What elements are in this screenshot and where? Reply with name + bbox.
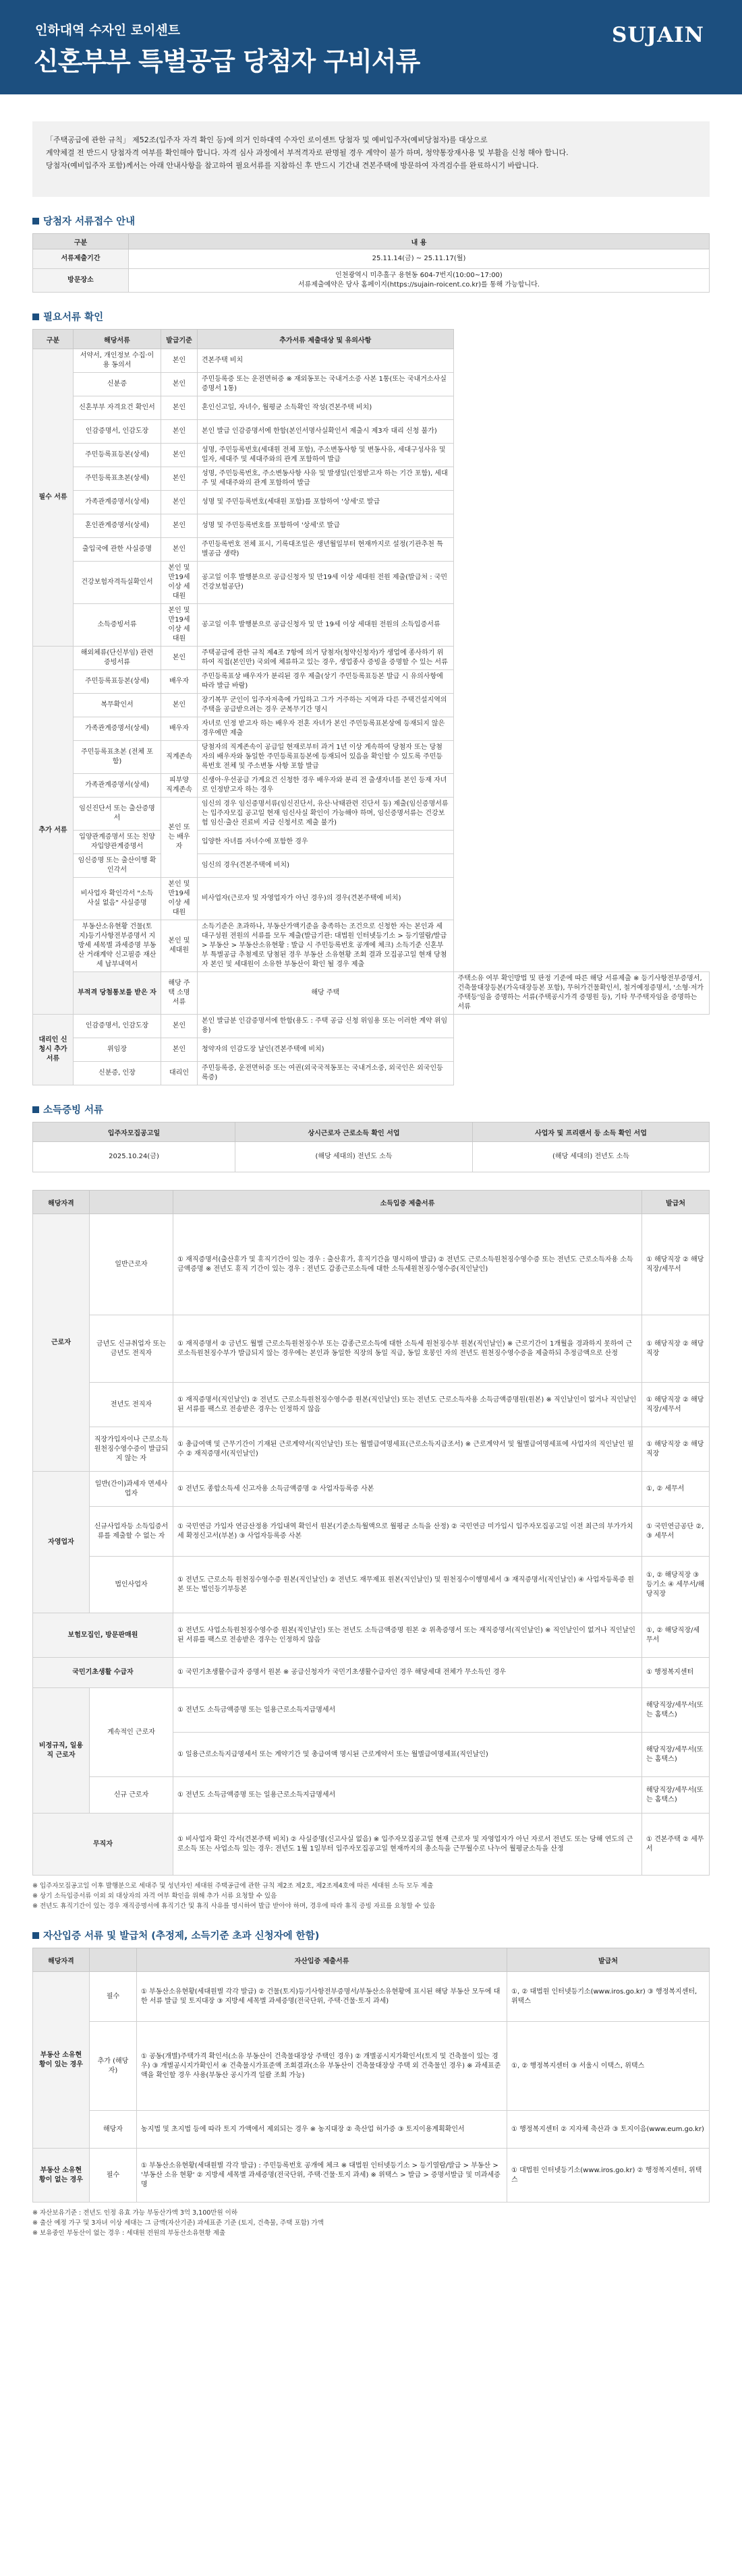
proof-docs: ① 국민연금 가입자 연금산정용 가입내역 확인서 원본(기준소득월액으로 월평균 소득을 산정) ② 국민연금 미가입시 입주자모집공고일 이전 최근의 부가가치세 확정신고서(부본) ③ 사업자등록증 사본 xyxy=(173,1507,642,1557)
doc-name: 비사업자 확인각서 "소득사실 없음" 사실증명 xyxy=(74,878,161,920)
issue-basis: 배우자 xyxy=(161,670,198,694)
col-header: 입주자모집공고일 xyxy=(33,1122,235,1142)
header-subtitle: 인하대역 수자인 로이센트 xyxy=(35,23,181,38)
square-bullet-icon xyxy=(32,218,39,224)
proof-docs: ① 전년도 근로소득 원천징수영수증 원본(직인날인) ② 전년도 재무제표 원본(직인날인) 및 원천징수이행명세서 ③ 재직증명서(직인날인) ④ 사업자등록증 원본 또는 법인등기부등본 xyxy=(173,1557,642,1613)
requirement: 추가 (해당자) xyxy=(90,2022,137,2111)
col-header: 자산입증 제출서류 xyxy=(137,1948,507,1972)
proof-docs: ① 전년도 종합소득세 신고자용 소득금액증명 ② 사업자등록증 사본 xyxy=(173,1472,642,1507)
proof-docs: ① 국민기초생활수급자 증명서 원본 ※ 공급신청자가 국민기초생활수급자인 경우 해당세대 전체가 무소득인 경우 xyxy=(173,1658,642,1688)
sub-qualification: 신규사업자등 소득입증서류를 제출할 수 없는 자 xyxy=(90,1507,173,1557)
issuer: ① 행정복지센터 ② 지자체 축산과 ③ 토지이음(www.eum.go.kr) xyxy=(507,2111,710,2149)
doc-name: 주민등록표등본(상세) xyxy=(74,444,161,467)
intro-box xyxy=(32,121,710,197)
requirement: 필수 xyxy=(90,1972,137,2022)
col-header: 구분 xyxy=(33,330,74,349)
group-label: 대리인 신청시 추가 서류 xyxy=(33,1015,74,1085)
table-row xyxy=(33,1214,710,1315)
doc-note: 본인 발급 인감증명서에 한함(본인서명사실확인서 제출시 제3자 대리 신청 불가) xyxy=(198,420,454,444)
table-row xyxy=(33,670,710,694)
table-row xyxy=(33,694,710,717)
table-row xyxy=(33,774,710,798)
table-row xyxy=(33,1472,710,1507)
issue-basis: 본인 및 세대원 xyxy=(161,920,198,972)
sub-qualification: 직장가입자이나 근로소득원천징수영수증이 발급되지 않는 자 xyxy=(90,1427,173,1472)
square-bullet-icon xyxy=(32,1106,39,1113)
issue-basis: 본인 xyxy=(161,1038,198,1062)
issuer: ①, ② 세무서 xyxy=(642,1472,710,1507)
issue-basis: 본인 xyxy=(161,444,198,467)
section-title: 소득증빙 서류 xyxy=(43,1105,104,1116)
page-header xyxy=(0,0,742,94)
issue-basis: 본인 xyxy=(161,396,198,420)
table-row xyxy=(33,2022,710,2111)
issue-basis: 본인 xyxy=(161,373,198,396)
table-row xyxy=(33,491,710,514)
issuer: ①, ② 행정복지센터 ③ 서울시 이택스, 위택스 xyxy=(507,2022,710,2111)
proof-docs: ① 부동산소유현황(세대원별 각각 발급) ② 건물(토지)등기사항전부증명서/부동산소유현황에 표시된 해당 부동산 모두에 대한 서류 발급 및 토지대장 ③ 지방세 세목별 과세증명(전국단위, 주택·건물·토지 과세) xyxy=(137,1972,507,2022)
issuer: ①, ② 해당직장/세무서 xyxy=(642,1613,710,1658)
proof-docs: ① 공동(개별)주택가격 확인서(소유 부동산이 건축물대장상 주택인 경우) ② 개별공시지가확인서(토지 및 건축물이 있는 경우) ③ 개별공시지가확인서 ④ 건축물시가표준액 조회결과(소유 부동산이 건축물대장상 주택 외 건축물인 경우) ※ 과세표준액을 확인할 경우 사용(부동산 공시가격 일괄 조회 가능) xyxy=(137,2022,507,2111)
proof-docs: ① 부동산소유현황(세대원별 각각 발급) : 주민등록번호 공개에 체크 ※ 대법원 인터넷등기소 > 등기열람/발급 > 부동산 > '부동산 소유 현황' ② 지방세 세목별 과세증명(전국단위, 주택·건물·토지 과세) ※ 위택스 > 발급 > 증명서발급 및 미과세증명 xyxy=(137,2149,507,2203)
row-label: 서류제출기간 xyxy=(33,249,129,269)
doc-note: 주민등록증 또는 운전면허증 ※ 재외동포는 국내거소증 사본 1통(또는 국내거소사실증명서 1통) xyxy=(198,373,454,396)
table-row xyxy=(33,514,710,538)
doc-name: 혼인관계증명서(상세) xyxy=(74,514,161,538)
table-row xyxy=(33,444,710,467)
intro-line: 당첨자(예비입주자 포함)께서는 아래 안내사항을 참고하여 필요서류를 지참하신 후 반드시 기간내 견본주택에 방문하여 자격검수를 완료하시기 바랍니다. xyxy=(46,161,539,170)
doc-note: 자녀로 인정 받고자 하는 배우자 전혼 자녀가 본인 주민등록표본상에 등재되지 않은 경우에만 제출 xyxy=(198,717,454,741)
doc-name: 출입국에 관한 사실증명 xyxy=(74,538,161,562)
table-row xyxy=(33,349,710,373)
table-row xyxy=(33,798,710,831)
doc-name: 위임장 xyxy=(74,1038,161,1062)
note-line: ※ 자산보유기준 : 전년도 인정 유효 가능 부동산가액 3억 3,100만원 이하 xyxy=(32,2209,238,2217)
table-row xyxy=(33,467,710,491)
table-header-row xyxy=(33,330,710,349)
col-header: 상시근로자 근로소득 확인 서업 xyxy=(235,1122,473,1142)
doc-note: 성명, 주민등록번호(세대원 전체 포함), 주소변동사항 및 변동사유, 세대구성사유 및 일자, 세대주 및 세대주와의 관계 포함하여 발급 xyxy=(198,444,454,467)
col-header: 내 용 xyxy=(129,234,710,249)
doc-name: 임신진단서 또는 출산증명서 xyxy=(74,798,161,831)
doc-name: 인감증명서, 인감도장 xyxy=(74,420,161,444)
qualification: 비정규직, 일용직 근로자 xyxy=(33,1688,90,1814)
issue-basis: 본인 또는 배우자 xyxy=(161,798,198,878)
issue-basis: 피부양 직계존속 xyxy=(161,774,198,798)
square-bullet-icon xyxy=(32,1932,39,1939)
issue-basis: 직계존속 xyxy=(161,741,198,774)
section-title: 자산입증 서류 및 발급처 (추정제, 소득기준 초과 신청자에 한함) xyxy=(43,1931,320,1942)
table-row xyxy=(33,1972,710,2022)
qualification: 무직자 xyxy=(33,1814,173,1876)
doc-note: 당첨자의 직계존속이 공급일 현재로부터 과거 1년 이상 계속하여 당첨자 또는 당첨자의 배우자와 동일한 주민등록표등본에 등재되어 있음을 확인할 수 있도록 주민등록번호 전체 및 주소변동 사항 포함 발급 xyxy=(198,741,454,774)
intro-line: 「주택공급에 관한 규칙」 제52조(입주자 자격 확인 등)에 의거 인하대역 수자인 로이센트 당첨자 및 예비입주자(예비당첨자)를 대상으로 xyxy=(46,136,488,144)
proof-docs: ① 재직증명서(직인날인) ② 전년도 근로소득원천징수영수증 원본(직인날인) 또는 전년도 근로소득자용 소득금액증명원(원본) ※ 직인날인이 없거나 직인날인된 서류를 팩스로 전송받은 경우는 인정하지 않음 xyxy=(173,1383,642,1427)
table-row xyxy=(33,1814,710,1876)
asset-proof-table xyxy=(32,1948,710,2203)
doc-note: 주민등록번호 전체 표시, 기록대조일은 생년월일부터 현재까지로 설정(기관추천 특별공급 생략) xyxy=(198,538,454,562)
requirement: 해당자 xyxy=(90,2111,137,2149)
table-row xyxy=(33,604,710,647)
row-value: 25.11.14(금) ~ 25.11.17(월) xyxy=(129,249,710,269)
cell: (해당 세대의) 전년도 소득 xyxy=(473,1142,710,1172)
issuer: ①, ② 해당직장 ③ 등기소 ④ 세무서/해당직장 xyxy=(642,1557,710,1613)
note-line: ※ 상기 소득입증서류 이외 외 대상자의 자격 여부 확인을 위해 추가 서류 요청할 수 있음 xyxy=(32,1892,277,1900)
sub-qualification: 금년도 신규취업자 또는 금년도 전직자 xyxy=(90,1315,173,1383)
group-label: 추가 서류 xyxy=(33,647,74,1015)
col-header: 해당서류 xyxy=(74,330,161,349)
proof-docs: 농지법 및 초지법 등에 따라 토지 가액에서 제외되는 경우 ※ 농지대장 ② 축산업 허가증 ③ 토지이용계획확인서 xyxy=(137,2111,507,2149)
issuer: ① 대법원 인터넷등기소(www.iros.go.kr) ② 행정복지센터, 위택스 xyxy=(507,2149,710,2203)
issuer: 해당직장/세무서(또는 홈택스) xyxy=(642,1777,710,1814)
issue-basis: 본인 xyxy=(161,349,198,373)
sub-qualification: 신규 근로자 xyxy=(90,1777,173,1814)
table-row xyxy=(33,854,710,878)
col-header: 사업자 및 프리랜서 등 소득 확인 서업 xyxy=(473,1122,710,1142)
col-header: 발급처 xyxy=(642,1191,710,1214)
table-row xyxy=(33,1427,710,1472)
issue-basis: 본인 및 만19세 이상 세대원 xyxy=(161,604,198,647)
brand-logo: SUJAIN xyxy=(612,23,704,47)
qualification: 국민기초생활 수급자 xyxy=(33,1658,173,1688)
table-row xyxy=(33,269,710,293)
issue-basis: 본인 xyxy=(161,647,198,670)
table-row xyxy=(33,396,710,420)
table-row xyxy=(33,717,710,741)
table-row xyxy=(33,1777,710,1814)
proof-docs: ① 전년도 소득금액증명 또는 일용근로소득지급명세서 xyxy=(173,1777,642,1814)
table-row xyxy=(33,420,710,444)
col-header: 추가서류 제출대상 및 유의사항 xyxy=(198,330,454,349)
qualification: 부동산 소유현황이 없는 경우 xyxy=(33,2149,90,2203)
sub-qualification: 전년도 전직자 xyxy=(90,1383,173,1427)
col-header: 구분 xyxy=(33,234,129,249)
doc-name: 주민등록표초본 (전체 포함) xyxy=(74,741,161,774)
sub-qualification: 일반근로자 xyxy=(90,1214,173,1315)
section-heading xyxy=(32,1930,710,1942)
proof-docs: ① 비사업자 확인 각서(견본주택 비치) ② 사실증명(신고사실 없음) ※ 입주자모집공고일 현재 근로자 및 자영업자가 아닌 자로서 전년도 또는 당해 연도의 근로소득 또는 사업소득 있는 경우: 전년도 1월 1일부터 입주자모집공고일 현재까지의 총소득을 근무월수로 나누어 월평균소득을 산정 xyxy=(173,1814,642,1876)
qualification: 보험모집인, 방문판매원 xyxy=(33,1613,173,1658)
cell: (해당 세대의) 전년도 소득 xyxy=(235,1142,473,1172)
qualification: 근로자 xyxy=(33,1214,90,1472)
proof-docs: ① 재직증명서(출산휴가 및 휴직기간이 있는 경우 : 출산휴가, 휴직기간을 명시하여 발급) ② 전년도 근로소득원천징수영수증 또는 전년도 근로소득자용 소득금액증명 ※ 전년도 휴직 기간이 있는 경우 : 전년도 갑종근로소득에 대한 소득세원천징수영수증(직인날인) xyxy=(173,1214,642,1315)
submission-info-table xyxy=(32,233,710,293)
table-header-row xyxy=(33,234,710,249)
table-row xyxy=(33,249,710,269)
table-header-row xyxy=(33,1191,710,1214)
table-row xyxy=(33,2111,710,2149)
table-row xyxy=(33,1038,710,1062)
reservation-text: 서류제출예약은 당사 홈페이지(https://sujain-roicent.co.kr)를 통해 가능합니다. xyxy=(298,281,540,289)
notes xyxy=(32,2208,710,2238)
doc-note: 성명, 주민등록번호, 주소변동사항 사유 및 발생일(인정받고자 하는 기간 포함), 세대주 및 세대주와의 관계 포함하여 발급 xyxy=(198,467,454,491)
doc-note: 주민등록증, 운전면허증 또는 여권(외국국적동포는 국내거소증, 외국인은 외국인등록증) xyxy=(198,1062,454,1085)
group-label: 필수 서류 xyxy=(33,349,74,647)
table-row xyxy=(33,647,710,670)
square-bullet-icon xyxy=(32,313,39,320)
issuer: ① 행정복지센터 xyxy=(642,1658,710,1688)
issue-basis: 본인 및 만19세 이상 세대원 xyxy=(161,562,198,604)
section-heading xyxy=(32,1104,710,1116)
doc-name: 복무확인서 xyxy=(74,694,161,717)
doc-note: 임신의 경우 임신증명서류(임신진단서, 유산·낙태관련 진단서 등) 제출(임신증명서류는 입주자모집 공고일 현재 임신사실 확인이 가능해야 하며, 임신증명서류는 건강보험 임신·출산 진료비 지급 신청서로 제출 불가) xyxy=(198,798,454,831)
issue-basis: 해당 주택 xyxy=(198,972,454,1015)
doc-name: 부동산소유현황 건물(토지)등기사항전부증명서 지방세 세목별 과세증명 부동산 거래계약 신고필증 재산세 납부내역서 xyxy=(74,920,161,972)
col-header: 해당자격 xyxy=(33,1191,90,1214)
income-proof-table xyxy=(32,1190,710,1876)
table-row xyxy=(33,1688,710,1733)
table-row xyxy=(33,1315,710,1383)
table-row xyxy=(33,878,710,920)
doc-name: 서약서, 개인정보 수집·이용 동의서 xyxy=(74,349,161,373)
proof-docs: ① 전년도 소득금액증명 또는 일용근로소득지급명세서 xyxy=(173,1688,642,1733)
required-documents-table xyxy=(32,329,710,1085)
col-header: 소득입증 제출서류 xyxy=(173,1191,642,1214)
table-row xyxy=(33,1557,710,1613)
doc-note: 임신의 경우(견본주택에 비치) xyxy=(198,854,454,878)
doc-note: 입양한 자녀를 자녀수에 포함한 경우 xyxy=(198,831,454,854)
doc-name: 건강보험자격득실확인서 xyxy=(74,562,161,604)
doc-note: 주민등록표상 배우자가 분리된 경우 제출(상기 주민등록표등본 발급 시 유의사항에 따라 발급 바람) xyxy=(198,670,454,694)
doc-name: 가족관계증명서(상세) xyxy=(74,774,161,798)
address-text: 인천광역시 미추홀구 용현동 604-7번지(10:00~17:00) xyxy=(335,272,503,279)
doc-name: 입양관계증명서 또는 친양자입양관계증명서 xyxy=(74,831,161,854)
section-heading xyxy=(32,216,710,228)
row-label: 방문장소 xyxy=(33,269,129,293)
table-row xyxy=(33,562,710,604)
section-title: 필요서류 확인 xyxy=(43,312,104,323)
table-row xyxy=(33,1613,710,1658)
issue-basis: 본인 xyxy=(161,491,198,514)
doc-name: 주민등록표초본(상세) xyxy=(74,467,161,491)
page-title: 신혼부부 특별공급 당첨자 구비서류 xyxy=(34,47,420,76)
sub-qualification: 계속적인 근로자 xyxy=(90,1688,173,1777)
table-row xyxy=(33,1507,710,1557)
doc-name: 가족관계증명서(상세) xyxy=(74,717,161,741)
requirement: 필수 xyxy=(90,2149,137,2203)
doc-note: 견본주택 비치 xyxy=(198,349,454,373)
row-value xyxy=(129,269,710,293)
col-header: 발급처 xyxy=(507,1948,710,1972)
doc-note: 주택소유 여부 확인방법 및 판정 기준에 따른 해당 서류제출 ※ 등기사항전부증명서, 건축물대장등본(가옥대장등본 포함), 무허가건물확인서, 철거예정증명서, '소형·저가주택등'임을 증명하는 서류(주택공시가격 증명원 등), 기타 무주택자임을 증명하는 서류 xyxy=(453,972,710,1015)
table-row xyxy=(33,373,710,396)
table-row xyxy=(33,741,710,774)
doc-note: 성명 및 주민등록번호를 포함하여 '상세'로 발급 xyxy=(198,514,454,538)
issuer: ① 해당직장 ② 해당직장 xyxy=(642,1315,710,1383)
issuer: 해당직장/세무서(또는 홈택스) xyxy=(642,1688,710,1733)
section-heading xyxy=(32,311,710,324)
intro-line: 계약체결 전 반드시 당첨자격 여부를 확인해야 합니다. 자격 심사 과정에서 부적격자로 판명될 경우 계약이 불가 하며, 청약통장재사용 및 부활을 신청 해야 합니다. xyxy=(46,148,569,157)
proof-docs: ① 일용근로소득지급명세서 또는 계약기간 및 총급여액 명시된 근로계약서 또는 월별급여명세표(직인날인) xyxy=(173,1733,642,1777)
issue-basis: 본인 xyxy=(161,420,198,444)
income-basis-table xyxy=(32,1122,710,1172)
doc-note: 장기복무 군인이 입주자저축에 가입하고 그가 거주하는 지역과 다른 주택건설지역의 주택을 공급받으려는 경우 군복무기간 명시 xyxy=(198,694,454,717)
doc-name: 임신증명 또는 출산이행 확인각서 xyxy=(74,854,161,878)
doc-name: 신분증 xyxy=(74,373,161,396)
doc-note: 성명 및 주민등록번호(세대원 포함)를 포함하여 '상세'로 발급 xyxy=(198,491,454,514)
issue-basis: 본인 xyxy=(161,514,198,538)
table-row xyxy=(33,1658,710,1688)
table-header-row xyxy=(33,1948,710,1972)
issuer: ① 견본주택 ② 세무서 xyxy=(642,1814,710,1876)
issue-basis: 본인 xyxy=(161,538,198,562)
table-row xyxy=(33,1062,710,1085)
table-row xyxy=(33,831,710,854)
proof-docs: ① 총급여액 및 근무기간이 기재된 근로계약서(직인날인) 또는 월별급여명세표(근로소득지급조서) ※ 근로계약서 및 월별급여명세표에 사업자의 직인날인 필수 ② 재직증명서(직인날인) xyxy=(173,1427,642,1472)
announcement-date: 2025.10.24(금) xyxy=(33,1142,235,1172)
table-header-row xyxy=(33,1122,710,1142)
issue-basis: 본인 xyxy=(161,1015,198,1038)
col-header: 발급기준 xyxy=(161,330,198,349)
note-line: ※ 입주자모집공고일 이후 발행분으로 세대주 및 성년자인 세대원 주택공급에 관한 규칙 제2조 제2호, 제2조제4호에 따른 세대원 소득 모두 제출 xyxy=(32,1882,434,1890)
issue-basis: 본인 및 만19세 이상 세대원 xyxy=(161,878,198,920)
issuer: 해당직장/세무서(또는 홈택스) xyxy=(642,1733,710,1777)
table-row xyxy=(33,920,710,972)
proof-docs: ① 재직증명서 ② 금년도 월별 근로소득원천징수부 또는 갑종근로소득에 대한 소득세 원천징수부 원본(직인날인) ※ 근로기간이 1개월을 경과하지 못하여 근로소득원천징수부가 발급되지 않는 경우에는 본인과 동일한 직장의 동일 직급, 동일 호봉인 자의 전년도 원천징수영수증을 제출하되 추정금액으로 산정 xyxy=(173,1315,642,1383)
issue-basis: 배우자 xyxy=(161,717,198,741)
qualification: 부동산 소유현황이 있는 경우 xyxy=(33,1972,90,2149)
note-line: ※ 보유중인 부동산이 없는 경우 : 세대원 전원의 부동산소유현황 제출 xyxy=(32,2229,226,2237)
table-row xyxy=(33,972,710,1015)
note-line: ※ 출산 예정 가구 및 3자녀 이상 세대는 그 금액(자산기준) 과세표준 기준 (토지, 건축물, 주택 포함) 가액 xyxy=(32,2219,324,2227)
proof-docs: ① 전년도 사업소득원천징수영수증 원본(직인날인) 또는 전년도 소득금액증명 원본 ② 위촉증명서 또는 재직증명서(직인날인) ※ 직인날인이 없거나 직인날인된 서류를 팩스로 전송받은 경우는 인정하지 않음 xyxy=(173,1613,642,1658)
doc-name: 신분증, 인장 xyxy=(74,1062,161,1085)
doc-name: 소득증빙서류 xyxy=(74,604,161,647)
doc-note: 주택공급에 관한 규칙 제4조 7항에 의거 당첨자(청약신청자)가 생업에 종사하기 위하여 직접(본인만) 국외에 체류하고 있는 경우, 생업종사 증빙을 증명할 수 있는 서류 xyxy=(198,647,454,670)
doc-note: 소득기준은 초과하나, 부동산가액기준을 충족하는 조건으로 신청한 자는 본인과 세대구성원 전원의 서류를 모두 제출(발급기관: 대법원 인터넷등기소 > 등기열람/발급 > 부동산 > 부동산소유현황 : 발급 시 주민등록번호 공개에 체크) 소득기준 신혼부부 특별공급 추첨제로 당첨된 경우 부동산 소유현황 조회 결과 모집공고일 현재 당첨자 본인 및 세대원이 소유한 부동산이 확인 될 경우 제출 xyxy=(198,920,454,972)
doc-note: 혼인신고일, 자녀수, 월평균 소득확인 작성(견본주택 비치) xyxy=(198,396,454,420)
qualification: 자영업자 xyxy=(33,1472,90,1613)
issue-basis: 대리인 xyxy=(161,1062,198,1085)
col-header: 해당자격 xyxy=(33,1948,90,1972)
issue-basis: 본인 xyxy=(161,694,198,717)
table-row xyxy=(33,1015,710,1038)
doc-note: 본인 발급분 인감증명서에 한함(용도 : 주택 공급 신청 위임용 또는 이러한 계약 위임용) xyxy=(198,1015,454,1038)
doc-note: 신생아·우선공급 가계요건 신청한 경우 배우자와 분리 전 출생자녀를 본인 등재 자녀로 인정받고자 하는 경우 xyxy=(198,774,454,798)
col-header xyxy=(90,1191,173,1214)
doc-name: 인감증명서, 인감도장 xyxy=(74,1015,161,1038)
table-row xyxy=(33,2149,710,2203)
doc-name: 신혼부부 자격요건 확인서 xyxy=(74,396,161,420)
issuer: ① 해당직장 ② 해당직장 xyxy=(642,1427,710,1472)
issuer: ① 해당직장 ② 해당직장/세무서 xyxy=(642,1214,710,1315)
doc-name: 가족관계증명서(상세) xyxy=(74,491,161,514)
col-header xyxy=(90,1948,137,1972)
doc-note: 비사업자(근로자 및 자영업자가 아닌 경우)의 경우(견본주택에 비치) xyxy=(198,878,454,920)
group-label: 부적격 당첨통보를 받은 자 xyxy=(74,972,161,1015)
sub-qualification: 일반(간이)과세자 면세사업자 xyxy=(90,1472,173,1507)
issuer: ① 국민연금공단 ②, ③ 세무서 xyxy=(642,1507,710,1557)
table-row xyxy=(33,1383,710,1427)
doc-name: 해당 주택 소명서류 xyxy=(161,972,198,1015)
table-row xyxy=(33,538,710,562)
doc-note: 공고일 이후 발행분으로 공급신청자 및 만19세 이상 세대원 전원 제출(발급처 : 국민건강보험공단) xyxy=(198,562,454,604)
issue-basis: 본인 xyxy=(161,467,198,491)
doc-name: 주민등록표등본(상세) xyxy=(74,670,161,694)
doc-note: 청약자의 인감도장 날인(견본주택에 비치) xyxy=(198,1038,454,1062)
issuer: ①, ② 대법원 인터넷등기소(www.iros.go.kr) ③ 행정복지센터, 위택스 xyxy=(507,1972,710,2022)
doc-name: 해외체류(단신부임) 관련 증빙서류 xyxy=(74,647,161,670)
note-line: ※ 전년도 휴직기간이 있는 경우 재직증명서에 휴직기간 및 휴직 사유를 명시하여 발급 받아야 하며, 경우에 따라 휴직 증빙 자료를 요청할 수 있음 xyxy=(32,1903,436,1910)
issuer: ① 해당직장 ② 해당직장/세무서 xyxy=(642,1383,710,1427)
table-row xyxy=(33,1142,710,1172)
sub-qualification: 법인사업자 xyxy=(90,1557,173,1613)
notes xyxy=(32,1881,710,1911)
doc-note: 공고일 이후 발행분으로 공급신청자 및 만 19세 이상 세대원 전원의 소득입증서류 xyxy=(198,604,454,647)
section-title: 당첨자 서류접수 안내 xyxy=(43,216,136,227)
